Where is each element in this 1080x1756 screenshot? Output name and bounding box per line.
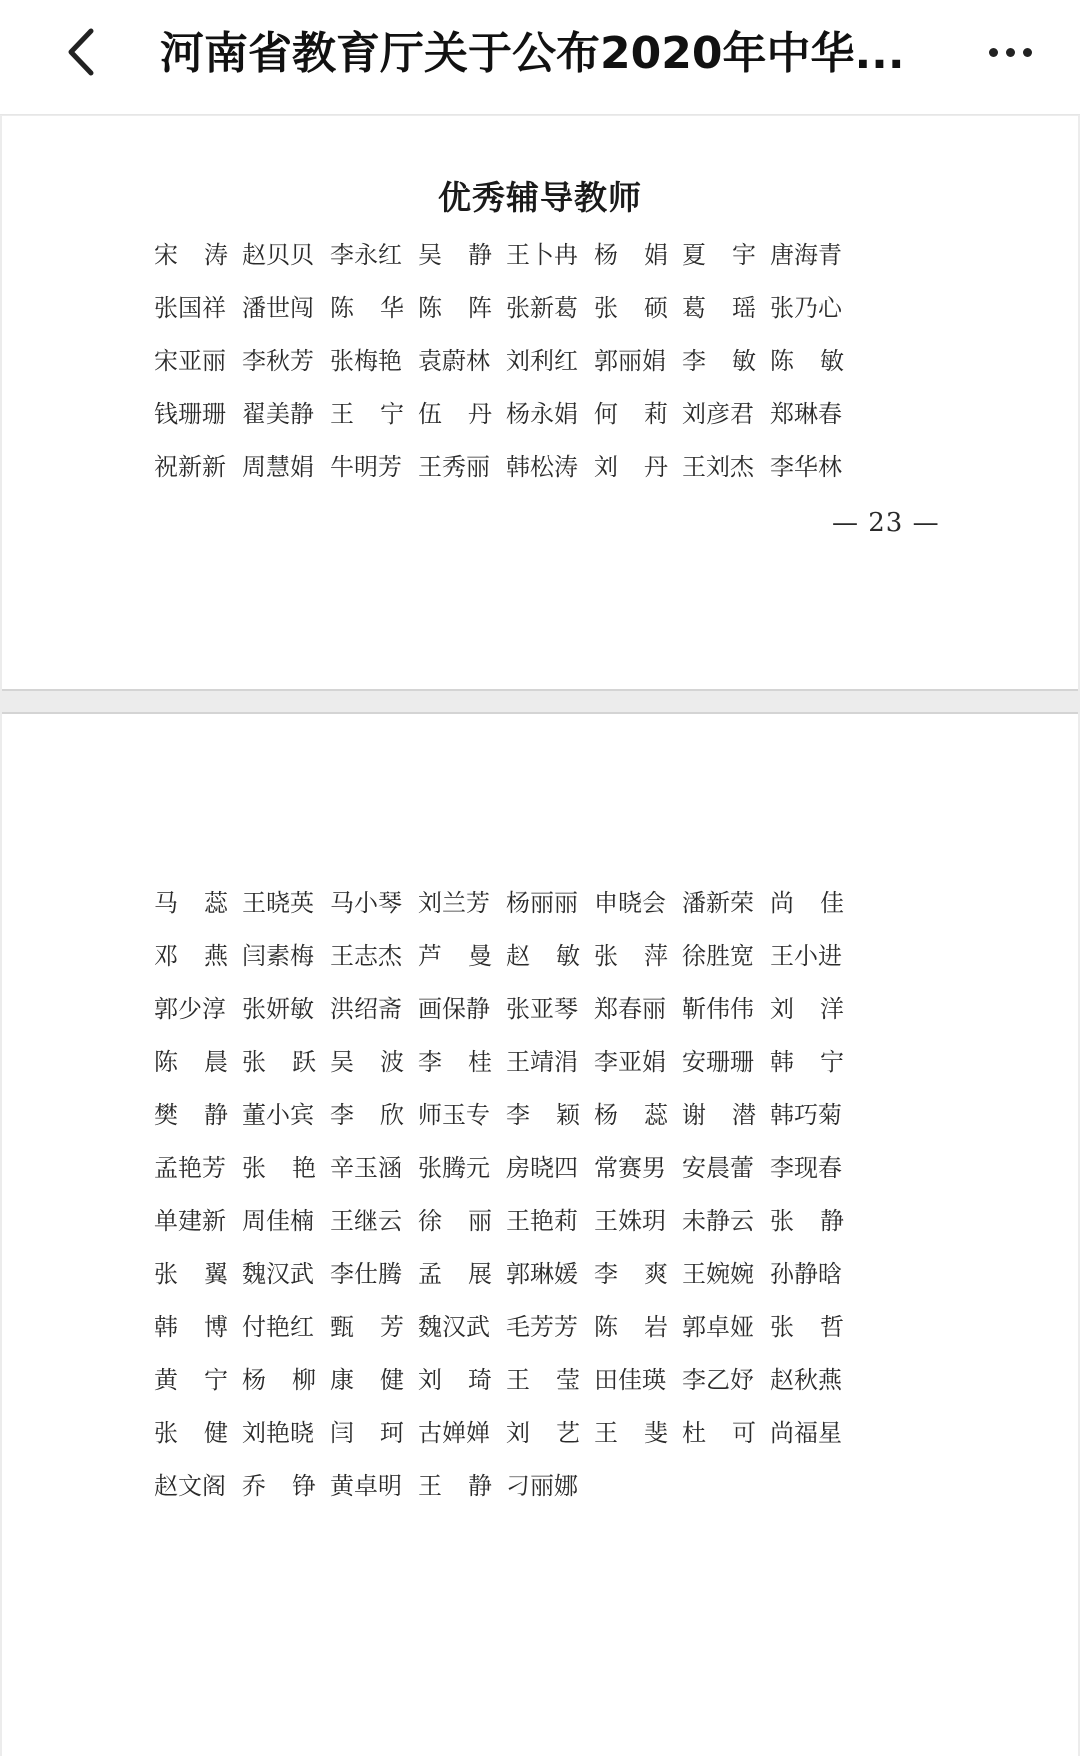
teacher-name: 王 宁 (330, 400, 404, 428)
teacher-name: 毛芳芳 (506, 1313, 578, 1341)
teacher-name: 李现春 (770, 1154, 842, 1182)
teacher-name: 周慧娟 (242, 453, 314, 481)
teacher-name: 陈 敏 (770, 347, 844, 375)
teacher-name: 李乙妤 (682, 1366, 754, 1394)
name-row (154, 1139, 858, 1192)
name-row (154, 1457, 858, 1510)
more-dot (1023, 48, 1032, 57)
teacher-name: 魏汉武 (242, 1260, 314, 1288)
teacher-name: 李华林 (770, 453, 842, 481)
teacher-name: 陈 岩 (594, 1313, 668, 1341)
teacher-name: 王继云 (330, 1207, 402, 1235)
teacher-name: 刘利红 (506, 347, 578, 375)
teacher-name: 郭丽娟 (594, 347, 666, 375)
teacher-name: 王婉婉 (682, 1260, 754, 1288)
teacher-name: 张 哲 (770, 1313, 844, 1341)
teacher-name: 何 莉 (594, 400, 668, 428)
teacher-name: 张新葛 (506, 294, 578, 322)
teacher-name: 张乃心 (770, 294, 842, 322)
teacher-name: 魏汉武 (418, 1313, 490, 1341)
teacher-name: 黄卓明 (330, 1472, 402, 1500)
teacher-name: 刁丽娜 (506, 1472, 578, 1500)
teacher-name: 安晨蕾 (682, 1154, 754, 1182)
teacher-name: 翟美静 (242, 400, 314, 428)
teacher-name: 郭少淳 (154, 995, 226, 1023)
name-row (154, 1404, 858, 1457)
teacher-name: 王姝玥 (594, 1207, 666, 1235)
app-header (0, 0, 1080, 115)
teacher-name: 芦 曼 (418, 942, 492, 970)
teacher-name: 孟 展 (418, 1260, 492, 1288)
teacher-name: 袁蔚林 (418, 347, 490, 375)
teacher-name: 杨丽丽 (506, 889, 578, 917)
name-row (154, 927, 858, 980)
teacher-name: 王靖涓 (506, 1048, 578, 1076)
teacher-name: 张国祥 (154, 294, 226, 322)
teacher-name: 杨 柳 (242, 1366, 316, 1394)
teacher-name: 李 敏 (682, 347, 756, 375)
teacher-name: 谢 潜 (682, 1101, 756, 1129)
teacher-name: 马小琴 (330, 889, 402, 917)
back-button[interactable] (50, 22, 110, 82)
name-row (154, 279, 858, 332)
teacher-name: 王刘杰 (682, 453, 754, 481)
teacher-name: 徐 丽 (418, 1207, 492, 1235)
teacher-name: 赵 敏 (506, 942, 580, 970)
document-page-24 (2, 712, 1078, 1756)
teacher-name: 吴 静 (418, 241, 492, 269)
name-row (154, 1245, 858, 1298)
teacher-name: 闫 珂 (330, 1419, 404, 1447)
teacher-name: 祝新新 (154, 453, 226, 481)
name-row (154, 874, 858, 927)
teacher-name: 潘新荣 (682, 889, 754, 917)
teacher-name: 董小宾 (242, 1101, 314, 1129)
teacher-name: 韩巧菊 (770, 1101, 842, 1129)
name-row (154, 980, 858, 1033)
document-page-23 (2, 116, 1078, 691)
name-row (154, 1033, 858, 1086)
teacher-name: 张 静 (770, 1207, 844, 1235)
teacher-name: 王 静 (418, 1472, 492, 1500)
name-row (154, 1192, 858, 1245)
more-dot (1006, 48, 1015, 57)
teacher-name: 王志杰 (330, 942, 402, 970)
teacher-name: 陈 华 (330, 294, 404, 322)
teacher-name: 张腾元 (418, 1154, 490, 1182)
teacher-name: 夏 宇 (682, 241, 756, 269)
teacher-name: 安珊珊 (682, 1048, 754, 1076)
teacher-name: 辛玉涵 (330, 1154, 402, 1182)
teacher-name: 唐海青 (770, 241, 842, 269)
name-row (154, 332, 858, 385)
teacher-name: 闫素梅 (242, 942, 314, 970)
teacher-name: 张梅艳 (330, 347, 402, 375)
teacher-name: 韩松涛 (506, 453, 578, 481)
teacher-name: 钱珊珊 (154, 400, 226, 428)
teacher-name: 黄 宁 (154, 1366, 228, 1394)
teacher-name: 刘彦君 (682, 400, 754, 428)
teacher-name: 赵贝贝 (242, 241, 314, 269)
teacher-name: 常赛男 (594, 1154, 666, 1182)
teacher-name: 靳伟伟 (682, 995, 754, 1023)
teacher-name: 刘艳晓 (242, 1419, 314, 1447)
teacher-name: 吴 波 (330, 1048, 404, 1076)
teacher-name: 师玉专 (418, 1101, 490, 1129)
teacher-name: 画保静 (418, 995, 490, 1023)
teacher-name-list (154, 874, 858, 1510)
teacher-name: 王艳莉 (506, 1207, 578, 1235)
more-horizontal-icon (989, 48, 998, 57)
teacher-name: 马 蕊 (154, 889, 228, 917)
teacher-name: 郭琳媛 (506, 1260, 578, 1288)
teacher-name: 杨永娟 (506, 400, 578, 428)
teacher-name: 刘兰芳 (418, 889, 490, 917)
teacher-name: 孙静晗 (770, 1260, 842, 1288)
teacher-name: 郭卓娅 (682, 1313, 754, 1341)
teacher-name: 张亚琴 (506, 995, 578, 1023)
teacher-name: 付艳红 (242, 1313, 314, 1341)
teacher-name: 葛 瑶 (682, 294, 756, 322)
page-title: 河南省教育厅关于公布2020年中华... (160, 28, 905, 79)
teacher-name-list (154, 226, 858, 491)
teacher-name: 田佳瑛 (594, 1366, 666, 1394)
teacher-name: 王卜冉 (506, 241, 578, 269)
more-options-button[interactable] (970, 22, 1050, 82)
teacher-name: 周佳楠 (242, 1207, 314, 1235)
teacher-name: 赵文阁 (154, 1472, 226, 1500)
teacher-name: 牛明芳 (330, 453, 402, 481)
teacher-name: 尚福星 (770, 1419, 842, 1447)
teacher-name: 张 艳 (242, 1154, 316, 1182)
name-row (154, 385, 858, 438)
chevron-left-icon (63, 27, 97, 77)
teacher-name: 房晓四 (506, 1154, 578, 1182)
teacher-name: 张妍敏 (242, 995, 314, 1023)
teacher-name: 刘 洋 (770, 995, 844, 1023)
teacher-name: 王 莹 (506, 1366, 580, 1394)
teacher-name: 樊 静 (154, 1101, 228, 1129)
name-row (154, 1298, 858, 1351)
teacher-name: 王 斐 (594, 1419, 668, 1447)
page-number: — 23 — (832, 508, 940, 538)
teacher-name: 李秋芳 (242, 347, 314, 375)
teacher-name: 张 萍 (594, 942, 668, 970)
teacher-name: 杨 娟 (594, 241, 668, 269)
teacher-name: 伍 丹 (418, 400, 492, 428)
teacher-name: 张 跃 (242, 1048, 316, 1076)
teacher-name: 甄 芳 (330, 1313, 404, 1341)
teacher-name: 王小进 (770, 942, 842, 970)
teacher-name: 张 硕 (594, 294, 668, 322)
teacher-name: 申晓会 (594, 889, 666, 917)
teacher-name: 尚 佳 (770, 889, 844, 917)
teacher-name: 张 健 (154, 1419, 228, 1447)
teacher-name: 宋亚丽 (154, 347, 226, 375)
teacher-name: 刘 琦 (418, 1366, 492, 1394)
teacher-name: 张 翼 (154, 1260, 228, 1288)
teacher-name: 杨 蕊 (594, 1101, 668, 1129)
teacher-name: 李永红 (330, 241, 402, 269)
teacher-name: 王秀丽 (418, 453, 490, 481)
teacher-name: 郑琳春 (770, 400, 842, 428)
teacher-name: 刘 丹 (594, 453, 668, 481)
teacher-name: 李 颖 (506, 1101, 580, 1129)
teacher-name: 赵秋燕 (770, 1366, 842, 1394)
section-title: 优秀辅导教师 (438, 178, 642, 217)
teacher-name: 刘 艺 (506, 1419, 580, 1447)
teacher-name: 陈 晨 (154, 1048, 228, 1076)
teacher-name: 杜 可 (682, 1419, 756, 1447)
teacher-name: 陈 阵 (418, 294, 492, 322)
teacher-name: 未静云 (682, 1207, 754, 1235)
teacher-name: 徐胜宽 (682, 942, 754, 970)
teacher-name: 李亚娟 (594, 1048, 666, 1076)
teacher-name: 孟艳芳 (154, 1154, 226, 1182)
teacher-name: 李 爽 (594, 1260, 668, 1288)
name-row (154, 438, 858, 491)
teacher-name: 李仕腾 (330, 1260, 402, 1288)
teacher-name: 康 健 (330, 1366, 404, 1394)
teacher-name: 李 桂 (418, 1048, 492, 1076)
teacher-name: 乔 铮 (242, 1472, 316, 1500)
teacher-name: 王晓英 (242, 889, 314, 917)
teacher-name: 潘世闯 (242, 294, 314, 322)
teacher-name: 郑春丽 (594, 995, 666, 1023)
teacher-name: 邓 燕 (154, 942, 228, 970)
name-row (154, 1351, 858, 1404)
teacher-name: 韩 宁 (770, 1048, 844, 1076)
teacher-name: 韩 博 (154, 1313, 228, 1341)
teacher-name: 洪绍斋 (330, 995, 402, 1023)
name-row (154, 226, 858, 279)
teacher-name: 单建新 (154, 1207, 226, 1235)
teacher-name: 古婵婵 (418, 1419, 490, 1447)
teacher-name: 李 欣 (330, 1101, 404, 1129)
teacher-name: 宋 涛 (154, 241, 228, 269)
name-row (154, 1086, 858, 1139)
